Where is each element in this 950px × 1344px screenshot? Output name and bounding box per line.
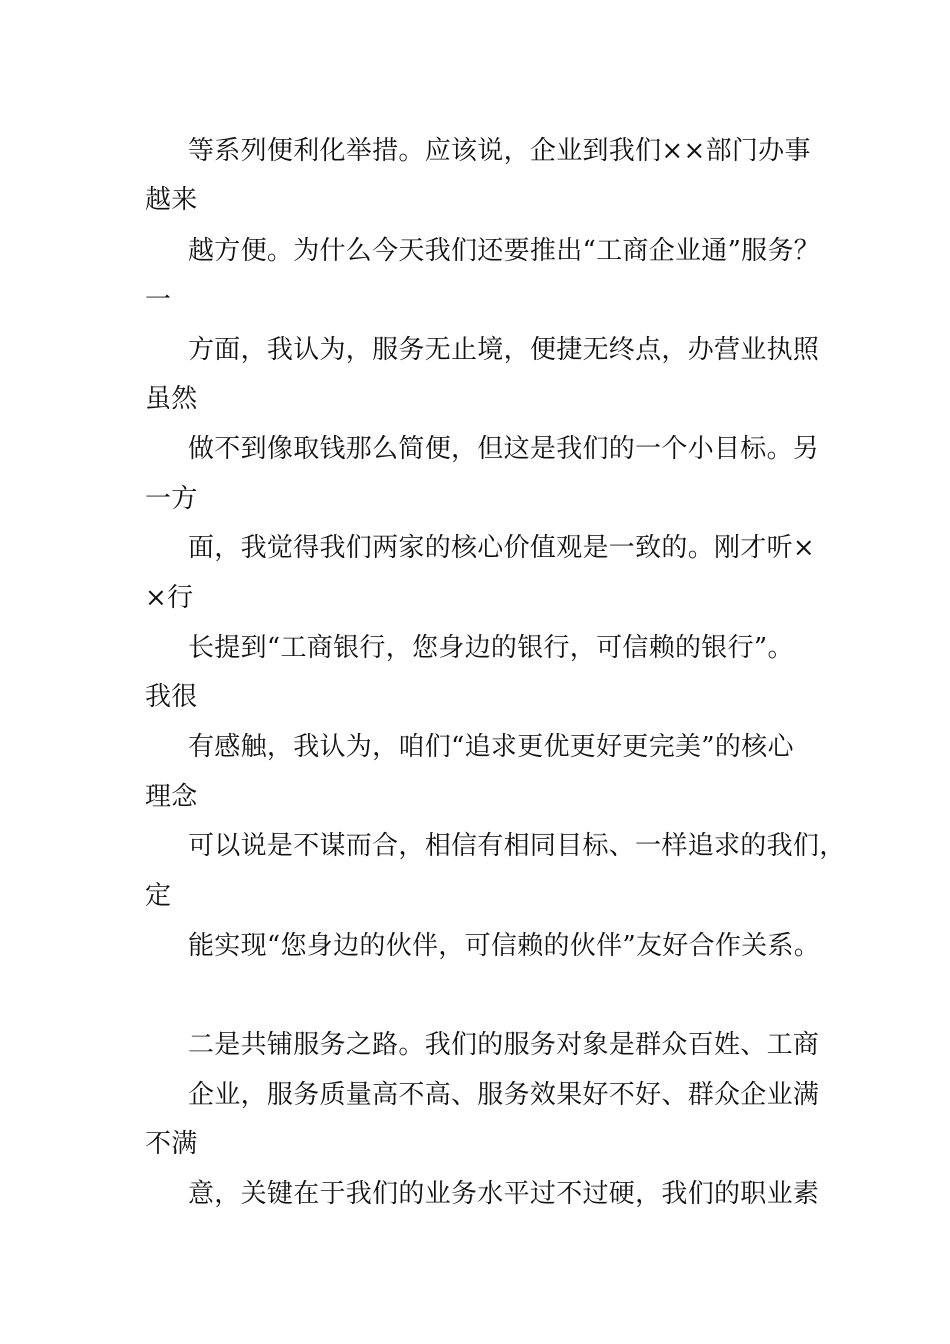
text-line: 可以说是不谋而合，相信有相同目标、一样追求的我们， xyxy=(188,831,846,861)
text-line: 一 xyxy=(145,285,172,315)
text-line: ×行 xyxy=(145,583,194,613)
text-line: 一方 xyxy=(145,484,198,514)
text-line: 企业，服务质量高不高、服务效果好不好、群众企业满 xyxy=(188,1080,820,1110)
text-line: 我很 xyxy=(145,682,198,712)
text-line: 定 xyxy=(145,881,172,911)
text-line: 能实现“您身边的伙伴，可信赖的伙伴”友好合作关系。 xyxy=(188,931,821,961)
text-line: 越来 xyxy=(145,185,198,215)
text-line: 方面，我认为，服务无止境，便捷无终点，办营业执照 xyxy=(188,335,820,365)
text-line: 虽然 xyxy=(145,384,198,414)
text-line: 理念 xyxy=(145,782,198,812)
text-line: 二是共铺服务之路。我们的服务对象是群众百姓、工商 xyxy=(188,1030,820,1060)
text-line: 意，关键在于我们的业务水平过不过硬，我们的职业素 xyxy=(188,1179,820,1209)
text-line: 面，我觉得我们两家的核心价值观是一致的。刚才听× xyxy=(188,533,815,563)
text-line: 有感触，我认为，咱们“追求更优更好更完美”的核心 xyxy=(188,732,794,762)
text-line: 不满 xyxy=(145,1129,198,1159)
text-line: 做不到像取钱那么简便，但这是我们的一个小目标。另 xyxy=(188,434,820,464)
text-line: 越方便。为什么今天我们还要推出“工商企业通”服务？ xyxy=(188,236,821,266)
text-line: 等系列便利化举措。应该说，企业到我们××部门办事 xyxy=(188,136,811,166)
text-line: 长提到“工商银行，您身边的银行，可信赖的银行”。 xyxy=(188,633,794,663)
